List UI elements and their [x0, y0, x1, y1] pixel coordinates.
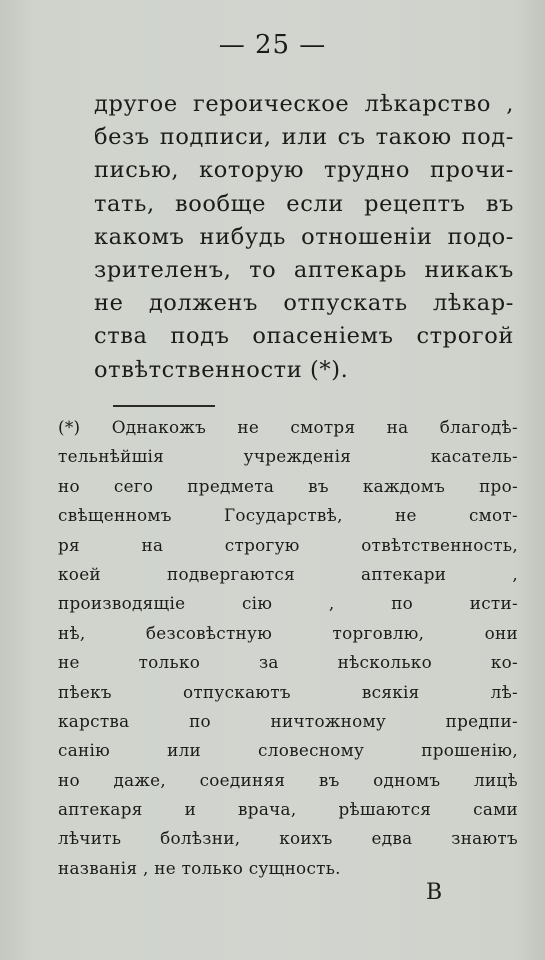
- word: на: [386, 417, 409, 437]
- word: подписи,: [159, 124, 272, 151]
- word: ,: [328, 593, 335, 614]
- footnote-line: [58, 707, 518, 736]
- word: лицѣ: [473, 769, 518, 790]
- word: исти-: [469, 593, 518, 614]
- word: знаютъ: [451, 828, 518, 849]
- word: которую: [199, 157, 305, 184]
- word: въ: [318, 769, 340, 790]
- word: съ: [337, 124, 366, 151]
- word: если: [286, 190, 344, 217]
- word: отпускаютъ: [182, 681, 291, 702]
- word: не: [237, 417, 260, 437]
- word: сію: [241, 593, 273, 614]
- word: благодѣ-: [439, 417, 518, 437]
- word: безсовѣстную: [145, 622, 273, 643]
- word: карства: [58, 710, 130, 731]
- word: или: [167, 740, 202, 761]
- word: производящіе: [58, 593, 186, 614]
- footnote-line: [58, 472, 518, 501]
- word: про-: [479, 475, 518, 496]
- word: но: [58, 475, 80, 496]
- word: писью,: [94, 157, 180, 184]
- word: и: [184, 799, 197, 820]
- word: болѣзни,: [160, 828, 241, 849]
- word: предмета: [187, 475, 275, 496]
- word: касатель-: [430, 446, 518, 467]
- footnote-line: [58, 413, 518, 442]
- word: торговлю,: [332, 622, 425, 643]
- text-line: [94, 254, 514, 287]
- footnote-line: [58, 442, 518, 471]
- word: отпускать: [283, 290, 408, 317]
- word: коихъ: [279, 828, 333, 849]
- footnote-line: [58, 678, 518, 707]
- footnote-line: [58, 501, 518, 530]
- word: лѣчить: [58, 828, 122, 849]
- word: нѣ,: [58, 622, 86, 643]
- word: рецептъ: [364, 190, 466, 217]
- word: свѣщенномъ: [58, 505, 172, 526]
- word: Однакожъ: [111, 417, 207, 437]
- word: на: [141, 534, 164, 555]
- word: лѣ-: [490, 681, 518, 702]
- word: подвергаются: [166, 563, 295, 584]
- word: учрежденія: [243, 446, 352, 467]
- word: одномъ: [373, 769, 441, 790]
- word: тать,: [94, 190, 155, 217]
- word: ко-: [490, 652, 518, 673]
- word: аптекаря: [58, 799, 143, 820]
- word: ства: [94, 323, 148, 350]
- footnote-line: [58, 589, 518, 618]
- word: тельнѣйшія: [58, 446, 165, 467]
- footnote-line: [58, 766, 518, 795]
- word: то: [249, 256, 277, 283]
- word: аптекарь: [293, 256, 407, 283]
- word: не: [394, 505, 417, 526]
- word: (*): [58, 417, 81, 437]
- word: аптекари: [361, 563, 447, 584]
- word: отношеніи: [301, 223, 433, 250]
- word: лѣкарство: [364, 91, 491, 117]
- word: безъ: [94, 124, 150, 151]
- word: прочи-: [429, 157, 514, 184]
- word: никакъ: [424, 256, 514, 283]
- word: сего: [113, 475, 154, 496]
- word: Государствѣ,: [223, 505, 343, 526]
- word: ,: [512, 563, 518, 584]
- word: не: [94, 290, 124, 317]
- footnote-line: [58, 648, 518, 677]
- footnote-line: [58, 736, 518, 765]
- text-line: отвѣтственности (*).: [94, 356, 349, 383]
- word: въ: [308, 475, 329, 496]
- catchword: В: [426, 880, 443, 905]
- word: по: [391, 593, 414, 614]
- word: строгую: [224, 534, 300, 555]
- text-line: [94, 188, 514, 221]
- word: лѣкар-: [433, 290, 514, 317]
- text-line: [94, 154, 514, 187]
- word: санію: [58, 740, 111, 761]
- word: или: [281, 124, 328, 151]
- word: не: [58, 652, 80, 673]
- word: такою: [375, 124, 452, 151]
- word: пѣекъ: [58, 681, 112, 702]
- word: опасеніемъ: [252, 323, 394, 350]
- text-line: [94, 121, 514, 154]
- main-text: [94, 88, 514, 387]
- footnote-line: [58, 619, 518, 648]
- footnote-line: [58, 824, 518, 853]
- footnote-line: [58, 560, 518, 589]
- word: строгой: [416, 323, 514, 350]
- word: вообще: [174, 190, 267, 217]
- word: прошенію,: [421, 740, 518, 761]
- word: зрителенъ,: [94, 256, 232, 283]
- footnote-line: [58, 795, 518, 824]
- word: ря: [58, 534, 80, 555]
- word: коей: [58, 563, 101, 584]
- word: рѣшаются: [338, 799, 432, 820]
- page-number: — 25 —: [218, 30, 327, 60]
- word: отвѣтственность,: [361, 534, 518, 555]
- footnote-line: [58, 531, 518, 560]
- footnote-separator: [113, 405, 215, 407]
- word: они: [484, 622, 518, 643]
- word: другое: [94, 91, 178, 117]
- word: словесному: [258, 740, 365, 761]
- word: смот-: [468, 505, 518, 526]
- word: ничтожному: [270, 710, 387, 731]
- word: предпи-: [445, 710, 518, 731]
- word: смотря: [290, 417, 356, 437]
- word: нибудь: [199, 223, 287, 250]
- word: сами: [473, 799, 518, 820]
- footnote-line: названія , не только сущность.: [58, 857, 341, 878]
- word: едва: [371, 828, 413, 849]
- word: ,: [506, 91, 514, 117]
- text-line: [94, 320, 514, 353]
- word: какомъ: [94, 223, 185, 250]
- text-line: [94, 287, 514, 320]
- word: трудно: [323, 157, 411, 184]
- word: соединяя: [199, 769, 286, 790]
- word: всякія: [361, 681, 420, 702]
- word: подо-: [447, 223, 514, 250]
- word: по: [189, 710, 211, 731]
- word: но: [58, 769, 80, 790]
- text-line: [94, 88, 514, 121]
- word: долженъ: [148, 290, 259, 317]
- word: за: [258, 652, 279, 673]
- word: даже,: [113, 769, 166, 790]
- text-line: [94, 221, 514, 254]
- word: нѣсколько: [337, 652, 432, 673]
- word: подъ: [170, 323, 230, 350]
- word: только: [138, 652, 201, 673]
- word: врача,: [238, 799, 297, 820]
- word: въ: [485, 190, 514, 217]
- footnote: [58, 413, 518, 883]
- word: каждомъ: [362, 475, 446, 496]
- word: под-: [461, 124, 514, 151]
- word: героическое: [192, 91, 350, 117]
